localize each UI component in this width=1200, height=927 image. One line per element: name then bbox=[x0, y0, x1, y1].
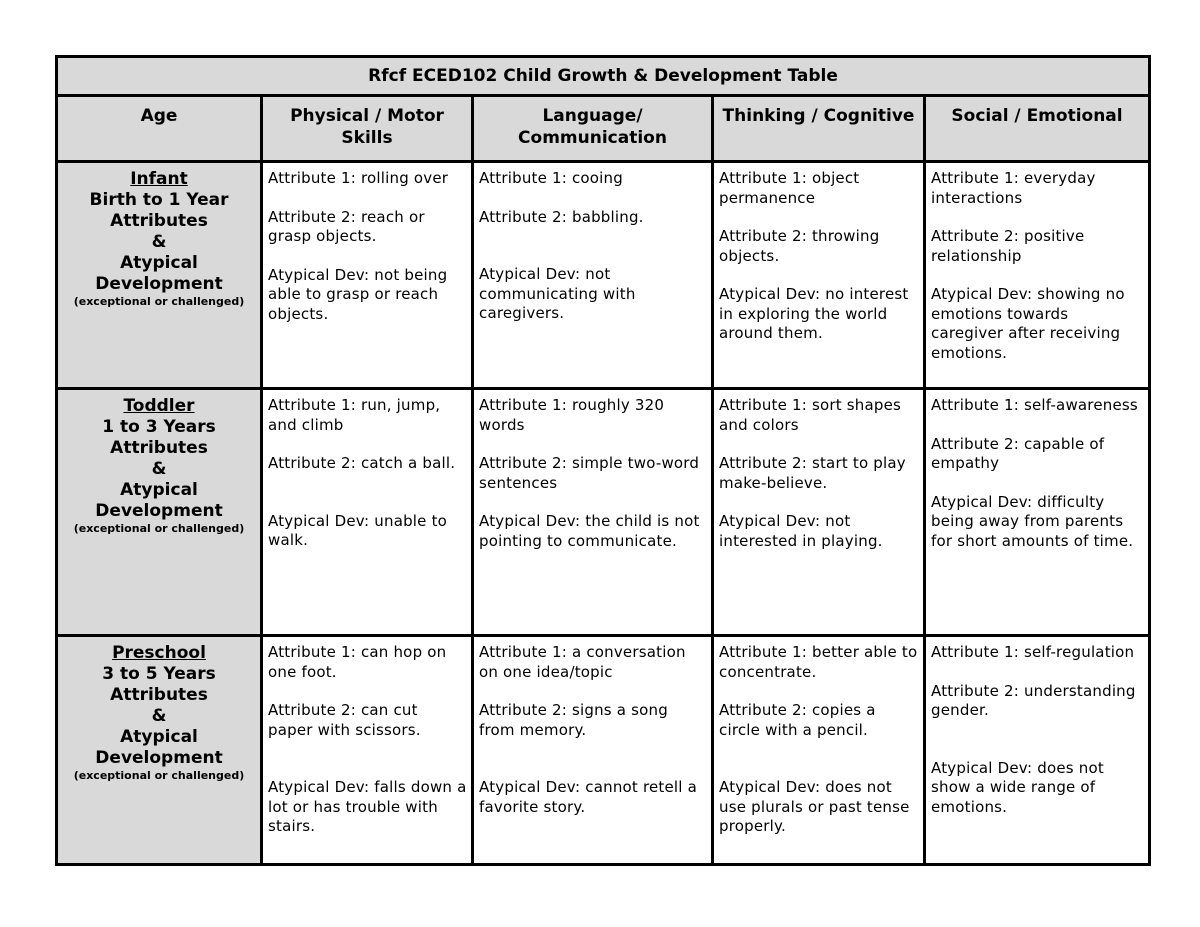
stage-name: Preschool bbox=[112, 643, 206, 663]
cell-preschool-language bbox=[473, 636, 713, 865]
cell-preschool-physical bbox=[262, 636, 473, 865]
age-range: 1 to 3 Years bbox=[102, 417, 216, 437]
atypical-dev: Atypical Dev: cannot retell a favorite story. bbox=[479, 778, 698, 816]
age-line-attributes: Attributes bbox=[110, 438, 208, 458]
header-row bbox=[57, 96, 1150, 162]
attribute-2: Attribute 2: capable of empathy bbox=[931, 434, 1105, 472]
attribute-1: Attribute 1: cooing bbox=[479, 169, 623, 187]
cell-infant-language bbox=[473, 162, 713, 389]
header-social-emotional: Social / Emotional bbox=[925, 96, 1150, 162]
header-physical-motor: Physical / Motor Skills bbox=[262, 96, 473, 162]
atypical-dev: Atypical Dev: no interest in exploring the world around them. bbox=[719, 285, 909, 342]
atypical-dev: Atypical Dev: unable to walk. bbox=[268, 511, 448, 549]
attribute-1: Attribute 1: can hop on one foot. bbox=[268, 643, 447, 681]
table-row-preschool bbox=[57, 636, 1150, 865]
attribute-1: Attribute 1: run, jump, and climb bbox=[268, 396, 441, 434]
age-line-development: Development bbox=[95, 274, 223, 294]
age-cell-infant bbox=[57, 162, 262, 389]
atypical-dev: Atypical Dev: does not use plurals or past tense properly. bbox=[719, 778, 910, 835]
cell-preschool-social bbox=[925, 636, 1150, 865]
attribute-2: Attribute 2: start to play make-believe. bbox=[719, 454, 906, 492]
atypical-dev: Atypical Dev: showing no emotions towards caregiver after receiving emotions. bbox=[931, 285, 1125, 362]
stage-name: Toddler bbox=[123, 396, 195, 416]
cell-infant-social bbox=[925, 162, 1150, 389]
attribute-1: Attribute 1: a conversation on one idea/topic bbox=[479, 643, 686, 681]
attribute-1: Attribute 1: self-awareness bbox=[931, 396, 1138, 414]
stage-name: Infant bbox=[130, 169, 188, 189]
age-note: (exceptional or challenged) bbox=[73, 769, 245, 782]
header-age: Age bbox=[57, 96, 262, 162]
cell-infant-thinking bbox=[713, 162, 925, 389]
cell-preschool-thinking bbox=[713, 636, 925, 865]
cell-toddler-social bbox=[925, 389, 1150, 636]
attribute-2: Attribute 2: positive relationship bbox=[931, 227, 1085, 265]
age-cell-toddler bbox=[57, 389, 262, 636]
attribute-1: Attribute 1: self-regulation bbox=[931, 643, 1135, 661]
age-line-attributes: Attributes bbox=[110, 211, 208, 231]
attribute-2: Attribute 2: copies a circle with a pencil. bbox=[719, 701, 876, 739]
header-thinking-cognitive: Thinking / Cognitive bbox=[713, 96, 925, 162]
attribute-1: Attribute 1: rolling over bbox=[268, 169, 449, 187]
attribute-1: Attribute 1: better able to concentrate. bbox=[719, 643, 918, 681]
cell-toddler-language bbox=[473, 389, 713, 636]
attribute-1: Attribute 1: sort shapes and colors bbox=[719, 396, 902, 434]
age-line-ampersand: & bbox=[151, 459, 167, 479]
attribute-2: Attribute 2: babbling. bbox=[479, 207, 644, 226]
atypical-dev: Atypical Dev: not communicating with caregivers. bbox=[479, 265, 636, 322]
attribute-2: Attribute 2: can cut paper with scissors. bbox=[268, 701, 421, 739]
attribute-2: Attribute 2: throwing objects. bbox=[719, 227, 880, 265]
table-row-infant bbox=[57, 162, 1150, 389]
development-table bbox=[55, 55, 1151, 866]
atypical-dev: Atypical Dev: the child is not pointing to communicate. bbox=[479, 512, 700, 550]
age-range: Birth to 1 Year bbox=[89, 190, 229, 210]
cell-infant-physical bbox=[262, 162, 473, 389]
age-line-atypical: Atypical bbox=[120, 480, 198, 500]
attribute-2: Attribute 2: understanding gender. bbox=[931, 681, 1136, 719]
attribute-1: Attribute 1: object permanence bbox=[719, 169, 860, 207]
age-line-development: Development bbox=[95, 501, 223, 521]
age-line-atypical: Atypical bbox=[120, 727, 198, 747]
attribute-2: Attribute 2: reach or grasp objects. bbox=[268, 207, 425, 245]
cell-toddler-physical bbox=[262, 389, 473, 636]
attribute-1: Attribute 1: everyday interactions bbox=[931, 169, 1096, 207]
age-cell-preschool bbox=[57, 636, 262, 865]
attribute-1: Attribute 1: roughly 320 words bbox=[479, 396, 665, 434]
attribute-2: Attribute 2: signs a song from memory. bbox=[479, 701, 668, 739]
header-language-communication: Language/ Communication bbox=[473, 96, 713, 162]
atypical-dev: Atypical Dev: not interested in playing. bbox=[719, 512, 883, 550]
table-title: Rfcf ECED102 Child Growth & Development Table bbox=[57, 57, 1150, 96]
age-range: 3 to 5 Years bbox=[102, 664, 216, 684]
age-line-development: Development bbox=[95, 748, 223, 768]
age-note: (exceptional or challenged) bbox=[73, 522, 245, 535]
cell-toddler-thinking bbox=[713, 389, 925, 636]
age-note: (exceptional or challenged) bbox=[73, 295, 245, 308]
age-line-atypical: Atypical bbox=[120, 253, 198, 273]
title-row bbox=[57, 57, 1150, 96]
atypical-dev: Atypical Dev: does not show a wide range of emotions. bbox=[931, 758, 1104, 816]
atypical-dev: Atypical Dev: difficulty being away from parents for short amounts of time. bbox=[931, 492, 1134, 550]
attribute-2: Attribute 2: simple two-word sentences bbox=[479, 454, 700, 492]
atypical-dev: Atypical Dev: not being able to grasp or reach objects. bbox=[268, 265, 448, 323]
table-row-toddler bbox=[57, 389, 1150, 636]
age-line-attributes: Attributes bbox=[110, 685, 208, 705]
age-line-ampersand: & bbox=[151, 232, 167, 252]
age-line-ampersand: & bbox=[151, 706, 167, 726]
attribute-2: Attribute 2: catch a ball. bbox=[268, 454, 456, 472]
atypical-dev: Atypical Dev: falls down a lot or has trouble with stairs. bbox=[268, 778, 467, 835]
